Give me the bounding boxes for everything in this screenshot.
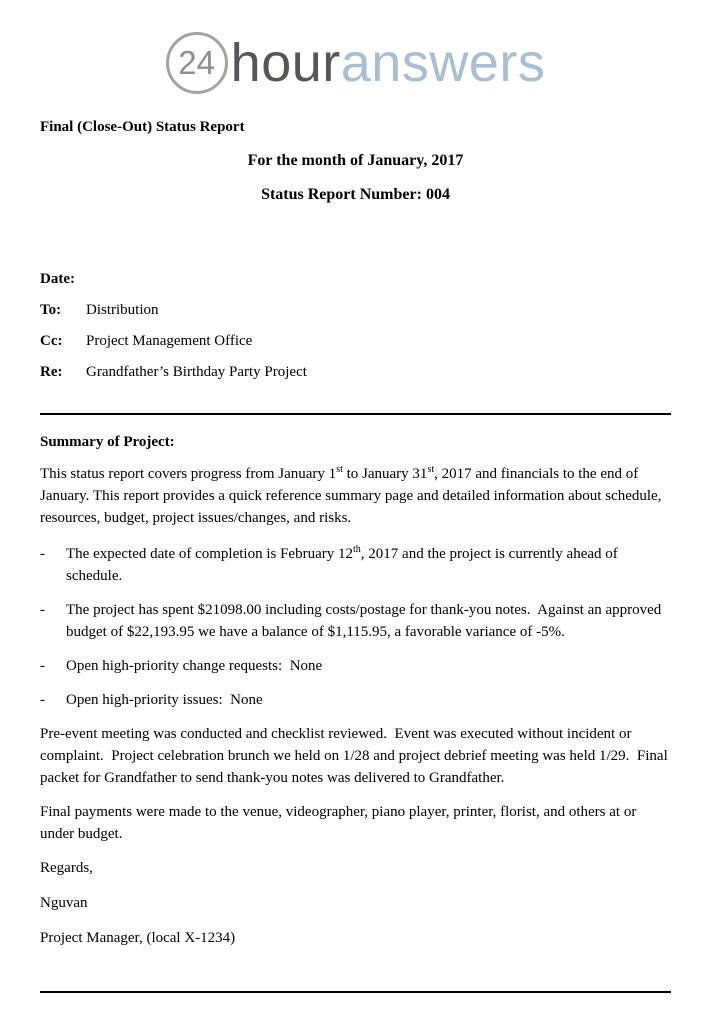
closing-name: Nguvan: [40, 895, 88, 911]
closing-role: Project Manager, (local X-1234): [40, 930, 236, 946]
report-title: Final (Close-Out) Status Report: [40, 119, 245, 135]
bullet-text-issues: Open high-priority issues: None: [66, 692, 263, 708]
summary-paragraph-payments: Final payments were made to the venue, videographer, piano player, printer, florist, and others at or under budget.: [40, 804, 641, 842]
list-item: [40, 689, 671, 711]
logo-word-hour: hour: [230, 33, 341, 93]
summary-intro-paragraph: This status report covers progress from January 1st to January 31st, 2017 and financials to the end of January. This report provides a quick reference summary page and detailed information about schedule, resources, budget, project issues/changes, and risks.: [40, 464, 666, 526]
meta-value-re: Grandfather’s Birthday Party Project: [86, 364, 307, 380]
summary-paragraph-events: Pre-event meeting was conducted and checklist reviewed. Event was executed without incident or complaint. Project celebration brunch we held on 1/28 and project debrief meeting was held 1/29. Final packet for Grandfather to send thank-you notes was delivered to Grandfather.: [40, 726, 672, 786]
top-divider: [40, 413, 671, 415]
report-number-line: Status Report Number: 004: [261, 186, 450, 203]
meta-row-re: [40, 361, 671, 383]
list-item: [40, 599, 671, 643]
logo-word-answers: answers: [340, 33, 546, 93]
bullet-dash-icon: -: [40, 692, 45, 708]
meta-label-date: Date:: [40, 271, 75, 287]
meta-value-date: [86, 268, 671, 290]
bullet-text-completion-date: The expected date of completion is February 12th, 2017 and the project is currently ahead of schedule.: [66, 544, 622, 584]
logo-circle-24: [166, 32, 228, 94]
bullet-text-change-requests: Open high-priority change requests: None: [66, 658, 323, 674]
meta-value-to: Distribution: [86, 302, 159, 318]
logo-number: 24: [178, 44, 216, 81]
closing-regards: Regards,: [40, 860, 93, 876]
summary-bullet-list: [40, 543, 671, 711]
meta-label-cc: Cc:: [40, 333, 63, 349]
meta-block: [40, 268, 671, 383]
meta-label-to: To:: [40, 302, 62, 318]
list-item: [40, 543, 671, 587]
logo: [40, 32, 671, 94]
bullet-dash-icon: -: [40, 546, 45, 562]
summary-heading: Summary of Project:: [40, 434, 175, 450]
meta-row-cc: [40, 330, 671, 352]
bullet-text-budget: The project has spent $21098.00 including costs/postage for thank-you notes. Against an approved budget of $22,193.95 we have a balance of $1,115.95, a favorable variance of -5%.: [66, 602, 666, 640]
list-item: [40, 655, 671, 677]
meta-row-to: [40, 299, 671, 321]
meta-label-re: Re:: [40, 364, 63, 380]
meta-row-date: [40, 268, 671, 290]
bottom-divider: [40, 991, 671, 993]
bullet-dash-icon: -: [40, 602, 45, 618]
bullet-dash-icon: -: [40, 658, 45, 674]
meta-value-cc: Project Management Office: [86, 333, 253, 349]
report-month-line: For the month of January, 2017: [247, 152, 464, 169]
